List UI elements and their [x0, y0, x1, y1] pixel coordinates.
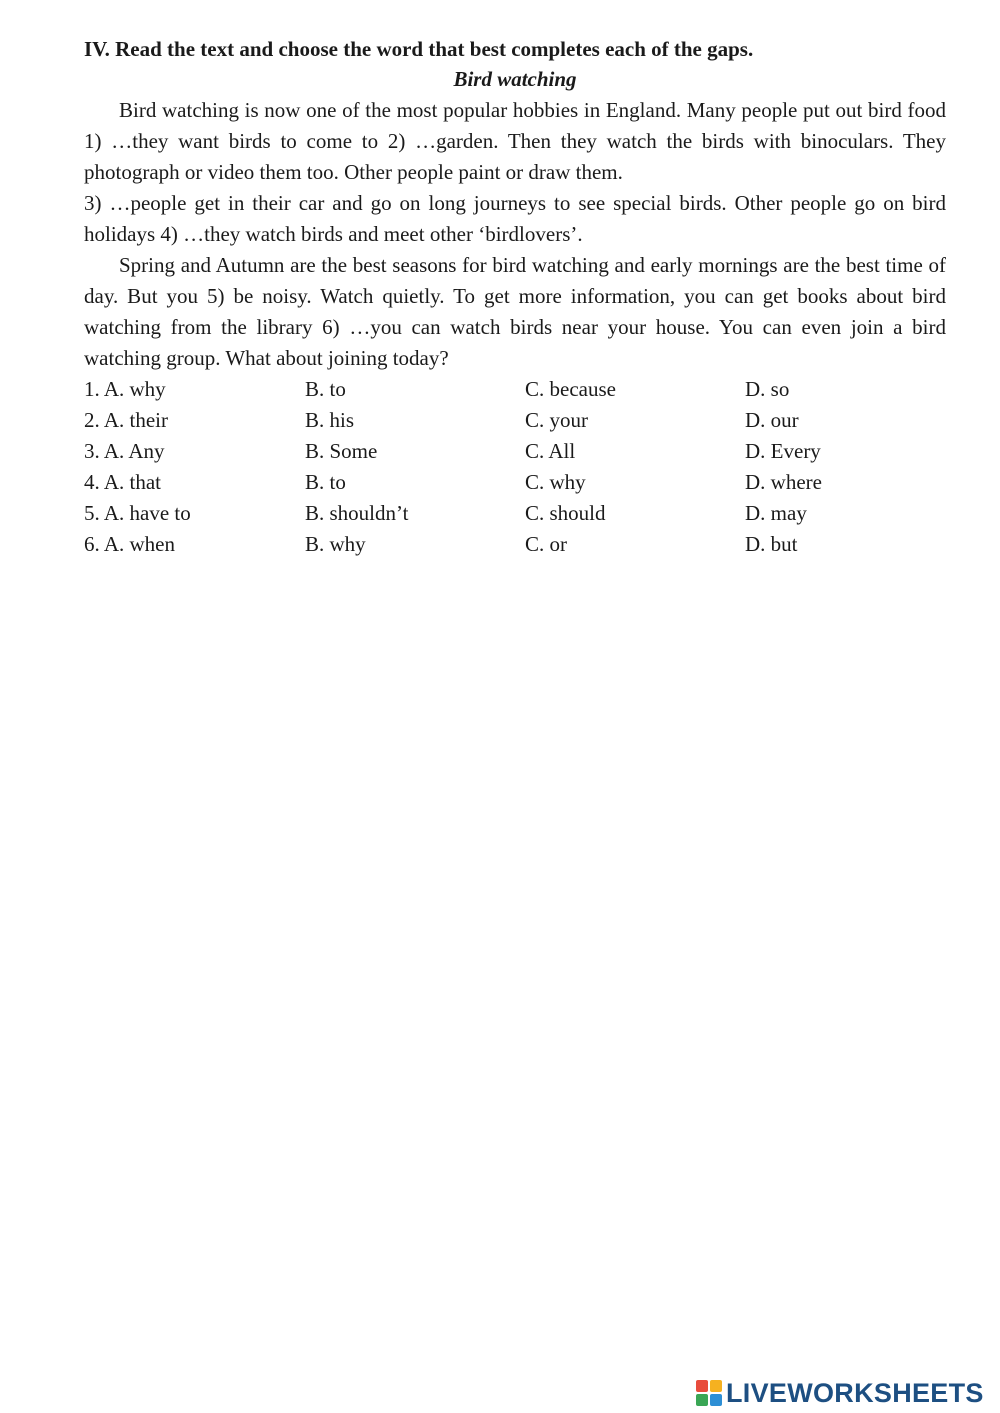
option-2d: D. our	[745, 408, 799, 432]
option-6d: D. but	[745, 532, 798, 556]
option-2c: C. your	[525, 408, 588, 432]
option-5c: C. should	[525, 501, 606, 525]
passage-paragraph-3: Spring and Autumn are the best seasons for bird watching and early mornings are the best time of day. But you 5) be noisy. Watch quietly. To get more information, you can get books about bird watching from the library 6) …you can watch birds near your house. You can even join a bird watching group. What about joining today?	[84, 253, 946, 370]
question-row-3	[84, 436, 946, 467]
passage-paragraph-1: Bird watching is now one of the most popular hobbies in England. Many people put out bird food 1) …they want birds to come to 2) …garden. Then they watch the birds with binoculars. They photograph or video them too. Other people paint or draw them.	[84, 98, 946, 184]
option-5d: D. may	[745, 501, 807, 525]
logo-square-green	[696, 1394, 708, 1406]
liveworksheets-logo	[696, 1376, 984, 1410]
option-1c: C. because	[525, 377, 616, 401]
liveworksheets-logo-text: LIVEWORKSHEETS	[726, 1377, 984, 1408]
option-2a: 2. A. their	[84, 408, 168, 432]
option-2b: B. his	[305, 408, 355, 432]
option-6c: C. or	[525, 532, 567, 556]
option-4d: D. where	[745, 470, 822, 494]
exercise-heading: IV. Read the text and choose the word that best completes each of the gaps.	[84, 37, 754, 61]
option-6a: 6. A. when	[84, 532, 175, 556]
question-row-1	[84, 374, 946, 405]
passage-title: Bird watching	[453, 67, 577, 91]
option-4c: C. why	[525, 470, 586, 494]
answer-options	[84, 374, 946, 560]
logo-square-red	[696, 1380, 708, 1392]
option-5a: 5. A. have to	[84, 501, 191, 525]
passage-paragraph-2: 3) …people get in their car and go on long journeys to see special birds. Other people go on bird holidays 4) …they watch birds and meet other ‘birdlovers’.	[84, 191, 946, 246]
question-row-5	[84, 498, 946, 529]
worksheet-page	[84, 34, 946, 560]
option-3a: 3. A. Any	[84, 439, 165, 463]
logo-square-blue	[710, 1394, 722, 1406]
option-3d: D. Every	[745, 439, 821, 463]
option-1d: D. so	[745, 377, 790, 401]
option-4a: 4. A. that	[84, 470, 161, 494]
liveworksheets-logo-icon	[696, 1380, 722, 1406]
question-row-6	[84, 529, 946, 560]
option-6b: B. why	[305, 532, 366, 556]
option-3b: B. Some	[305, 439, 378, 463]
logo-square-yellow	[710, 1380, 722, 1392]
option-1a: 1. A. why	[84, 377, 166, 401]
option-5b: B. shouldn’t	[305, 501, 409, 525]
question-row-4	[84, 467, 946, 498]
option-4b: B. to	[305, 470, 346, 494]
option-3c: C. All	[525, 439, 576, 463]
option-1b: B. to	[305, 377, 346, 401]
question-row-2	[84, 405, 946, 436]
